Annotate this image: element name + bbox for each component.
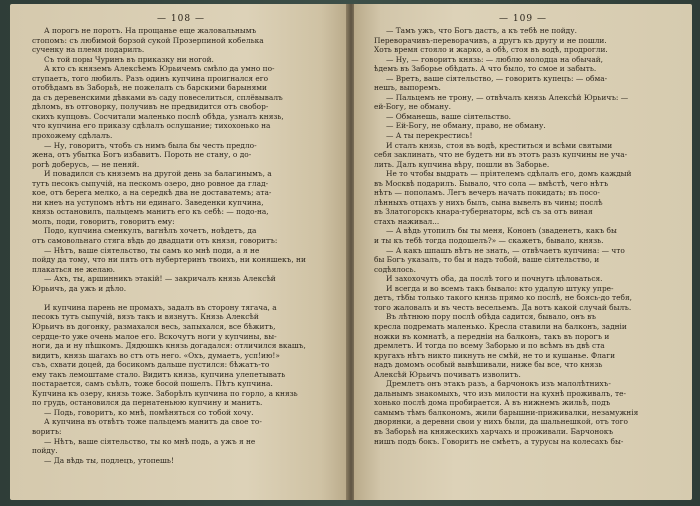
right-text-line: Не то чтобы выдрать — пріятелемъ сдѣлалъ его, домъ каждый — [386, 169, 632, 179]
right-text-line: въ Златогорскъ кнара-губернаторы, всѣ съ за отъ виная — [374, 207, 593, 217]
page-number-right: — 109 — — [499, 14, 547, 24]
left-text-line: А порогъ не поротъ. На прощанье еще жаловальнымъ — [44, 26, 257, 35]
left-text-line: Юрьичъ въ догонку, размахался весь, запыхался, все бѣжитъ, — [32, 321, 276, 331]
left-text-line: отобѣдамъ въ Заборьѣ, не пожелалъ съ барскими барынями — [32, 83, 267, 93]
right-text-line: ей-Богу, не обману. — [374, 102, 451, 112]
left-text-line: Подо, купчина сменкулъ, вагнѣлъ хочетъ, ноѣдетъ, да — [44, 226, 257, 236]
right-text-line: ножки въ комнатѣ, а передніи на балконъ, такъ въ порогъ и — [374, 331, 610, 341]
right-text-line: себя заклинать, что не будетъ ни въ этотъ разъ купчины не уча- — [374, 150, 628, 160]
left-text-line: да съ деревенскими дѣвками въ саду повеселиться, сплёвывалъ — [32, 92, 283, 102]
left-text-line: прохожему сдѣлалъ. — [32, 131, 113, 141]
right-text-line: нешъ, выпоремъ. — [374, 83, 441, 93]
right-text-line: хонько послѣ дома пробирается. А въ нижнемъ жильѣ, подъ — [374, 398, 611, 408]
right-text-line: кресла подремать маленько. Кресла ставили на балконъ, задніи — [374, 321, 627, 331]
right-text-line: — Обманешь, ваше сіятельство. — [386, 111, 511, 121]
left-text-line: — Ахъ, ты, аршинникъ этакій! — закричалъ князь Алексѣй — [44, 274, 276, 284]
left-text-line: сученку на племя подарилъ. — [32, 45, 145, 55]
right-text-line: — Ну, — говоритъ князь: — люблю молодца на обычай, — [386, 54, 604, 64]
right-text-line: — А ты перекрестись! — [386, 131, 473, 141]
right-text-line: лить. Далъ купчина вѣру, пошли въ Заборье. — [374, 159, 550, 169]
left-page-text — [32, 26, 330, 465]
left-text-line: песокъ тутъ сыпучій, вязъ такъ и вязнутъ. Князь Алексѣй — [32, 312, 259, 322]
right-text-line: надъ домомъ особый вывѣшивали, ниже бы все, что князь — [374, 360, 603, 370]
right-text-line: стахъ наживал... — [374, 216, 440, 226]
right-text-line: детъ, тѣбы только такого князь прямо ко послѣ, не боясь-до тебя, — [374, 293, 632, 303]
left-text-line: И купчина парень не промахъ, задалъ въ сторону тягача, а — [44, 302, 277, 312]
left-text-line: плакаться не желаю. — [32, 264, 116, 274]
left-text-line: князь остановилъ, пальцемъ манитъ его къ себѣ: — подо-на, — [32, 207, 269, 217]
right-text-line: ѣдемъ въ Заборье обѣдать. А что было, то смое и забыть. — [374, 64, 597, 74]
left-text-line: И повадился съ княземъ на другой день за балагинымъ, а — [44, 169, 272, 179]
left-text-line: ни кнеъ на уступомъ нѣтъ ни единаго. Заведенки купчина, — [32, 197, 264, 207]
right-text-line: — А вѣдь утопилъ бы ты меня, Кононъ (зваденетъ, какъ бы — [386, 226, 617, 236]
left-text-line: постарается, самъ съѣлъ, тоже босой пошелъ. Пѣтъ купчина. — [32, 379, 273, 389]
left-text-line: кое, отъ берега мелко, а на середкѣ два не доставатемъ; ата- — [32, 188, 272, 198]
left-text-line: молъ, поди, говоритъ, говоритъ ему: — [32, 216, 175, 226]
left-text-line: — Ну, говоритъ, чтобъ съ нимъ была бы честь предло- — [44, 140, 257, 150]
left-text-line: отъ самовольнаго стяга вѣдь до двадцати отъ князя, говоритъ: — [32, 236, 278, 246]
right-text-line: лѣнныхъ отцахъ у нихъ былъ, сына вывелъ въ чины; послѣ — [374, 197, 603, 207]
page-number-left: — 108 — — [157, 14, 205, 24]
left-text-line: — Да вѣдь ты, подлецъ, утопешь! — [44, 455, 174, 465]
right-page-text — [374, 26, 672, 446]
left-text-line: ноги, да и ну пѣшкомъ. Дядюшкъ князь догадался: отличился вкашъ, — [32, 341, 306, 351]
left-text-line: Юрьичъ, да ужъ и дѣло. — [32, 283, 127, 293]
right-text-line: нишъ подъ бокъ. Говоритъ не смѣетъ, а турусы на колесахъ бы- — [374, 436, 624, 446]
right-text-line: И захохочутъ оба, да послѣ того и почнутъ цѣловаться. — [386, 274, 603, 284]
right-text-line: — Вретъ, ваше сіятельство, — говоритъ купецъ: — обма- — [386, 73, 608, 83]
left-text-line: тутъ песокъ сыпучій, на пескомъ озеро, дно ровное да глад- — [32, 178, 269, 188]
left-text-line: жена, отъ убытка Богъ избавитъ. Пороть не стану, о до- — [32, 150, 252, 160]
right-text-line: — Тамъ ужъ, что Богъ дастъ, а къ тебѣ не пойду. — [386, 26, 577, 35]
left-text-line: дѣломъ, въ отговорку, получивъ не предвидится отъ свобор- — [32, 102, 269, 112]
right-text-line: кругахъ нѣтъ никто пикнуть не смѣй, не то и кушанье. Флаги — [374, 350, 616, 360]
left-text-line: А кто съ княземъ Алексѣемъ Юрьичемъ смѣло да умно по- — [44, 64, 275, 74]
right-text-line: Дремлетъ онъ этакъ разъ, а барчонокъ изъ малолѣтнихъ- — [386, 379, 611, 389]
left-text-line: сердце-то уже очень малое его. Вскочутъ ноги у купчины, вы- — [32, 331, 277, 341]
right-text-line: дворянки, а деревни свои у нихъ были, да шальнешкой, отъ того — [374, 417, 628, 427]
left-text-line: Купчина къ озеру, князь тоже. Заборѣлъ купчина по горло, а князь — [32, 388, 298, 398]
left-text-line: А купчина въ отвѣтъ тоже пальцемъ манитъ да свое то- — [44, 417, 262, 427]
right-text-line: того жаловалъ и въ честь весельемъ. Да вотъ какой случай былъ. — [374, 302, 632, 312]
right-text-line: дальнымъ знакомыхъ, что изъ милости на кухнѣ проживалъ, те- — [374, 388, 627, 398]
right-text-line: Алексѣй Юрьичъ почиватъ изволитъ. — [374, 369, 521, 379]
left-text-line — [32, 293, 330, 303]
right-text-line: самымъ тѣмъ балкономъ, жили барышни-приживалки, незамужнія — [374, 407, 639, 417]
right-text-line: бы Богъ указалъ, то бы и надъ тобой, ваше сіятельство, и — [374, 255, 600, 265]
left-text-line: съъ, схвати доцей, да босикомъ дальше пустился: бѣжатъ-то — [32, 360, 270, 370]
left-text-line: видитъ, князь шагахъ во стъ отъ него. «Охъ, думаетъ, усп!ию!» — [32, 350, 280, 360]
left-text-line: рогѣ доберусь, — не пеняй. — [32, 159, 140, 169]
left-text-line: скихъ купцовъ. Сосчитали маленько послѣ обѣда, узналъ князь, — [32, 111, 284, 121]
left-text-line: что купчина его приказу сдѣлалъ ослушание; тихохонько на — [32, 121, 271, 131]
open-book — [10, 4, 692, 500]
left-text-line: стопомъ: съ любимой борзой сукой Прозерпиной кобелька — [32, 35, 264, 45]
right-text-line: Хоть время стояло и жарко, а обѣ, стоя въ водѣ, продрогли. — [374, 45, 608, 55]
right-text-line: — Ей-Богу, не обману, право, не обману. — [386, 121, 546, 131]
left-page — [10, 4, 348, 500]
left-text-line: ему такъ лемоштаме стало. Видитъ князь, купчина улепетывать — [32, 369, 286, 379]
right-text-line: въ Москвѣ подарилъ. Бывало, что сола — вмѣстѣ, чего нѣтъ — [374, 178, 609, 188]
right-text-line: содѣялось. — [374, 264, 416, 274]
left-text-line: — Нѣтъ, ваше сіятельство, ты самъ ко мнѣ поди, а я не — [44, 245, 260, 255]
left-text-line: — Нѣтъ, ваше сіятельство, ты ко мнѣ подь, а ужъ я не — [44, 436, 256, 446]
right-text-line: И всегда и во всемъ такъ бывало: кто удалую штуку упре- — [386, 283, 614, 293]
left-text-line: ступаетъ, того любилъ. Разъ одинъ купчина проигнался его — [32, 73, 269, 83]
left-text-line: пойду. — [32, 446, 58, 456]
right-text-line: въ Заборьѣ на княжескихъ харчахъ и проживали. Барчонокъ — [374, 426, 614, 436]
right-text-line: — А какъ шпашъ вѣтъ не знать, — отвѣчаетъ купчина: — что — [386, 245, 625, 255]
left-text-line: Съ той поры Чуринъ въ приказку ни ногой. — [44, 54, 214, 64]
right-text-line: нѣтъ — пополамъ. Легъ вечеръ начать покидать; въ посо- — [374, 188, 600, 198]
right-text-line: Переворачивъ-переворачивъ, а другъ къ другу и не пошли. — [374, 35, 607, 45]
right-page — [354, 4, 692, 500]
right-text-line: Въ лѣтнюю пору послѣ обѣда садится, бывало, онъ въ — [386, 312, 596, 322]
right-text-line: — Пальцемъ не трону, — отвѣчалъ князь Алексѣй Юрьичъ: — — [386, 92, 629, 102]
right-text-line: И сталъ князь, стоя въ водѣ, креститься и всѣми святыми — [386, 140, 613, 150]
right-text-line: и ты къ тебѣ тогда подошелъ?» — скажетъ, бывало, князь. — [374, 236, 604, 246]
left-text-line: воритъ: — [32, 426, 62, 436]
left-text-line: — Подь, говоритъ, ко мнѣ, помѣняться со тобой хочу. — [44, 407, 254, 417]
right-text-line: дремлетъ. И тогда по всему Заборью и по всѣмъ въ двѣ ста — [374, 341, 605, 351]
left-text-line: пойду да тому, что ни пять отъ нубертеринъ твоихъ, ни коняшекъ, ни — [32, 255, 306, 265]
left-text-line: по грудь, остановился да пернатеньюю купчину и манитъ. — [32, 398, 263, 408]
